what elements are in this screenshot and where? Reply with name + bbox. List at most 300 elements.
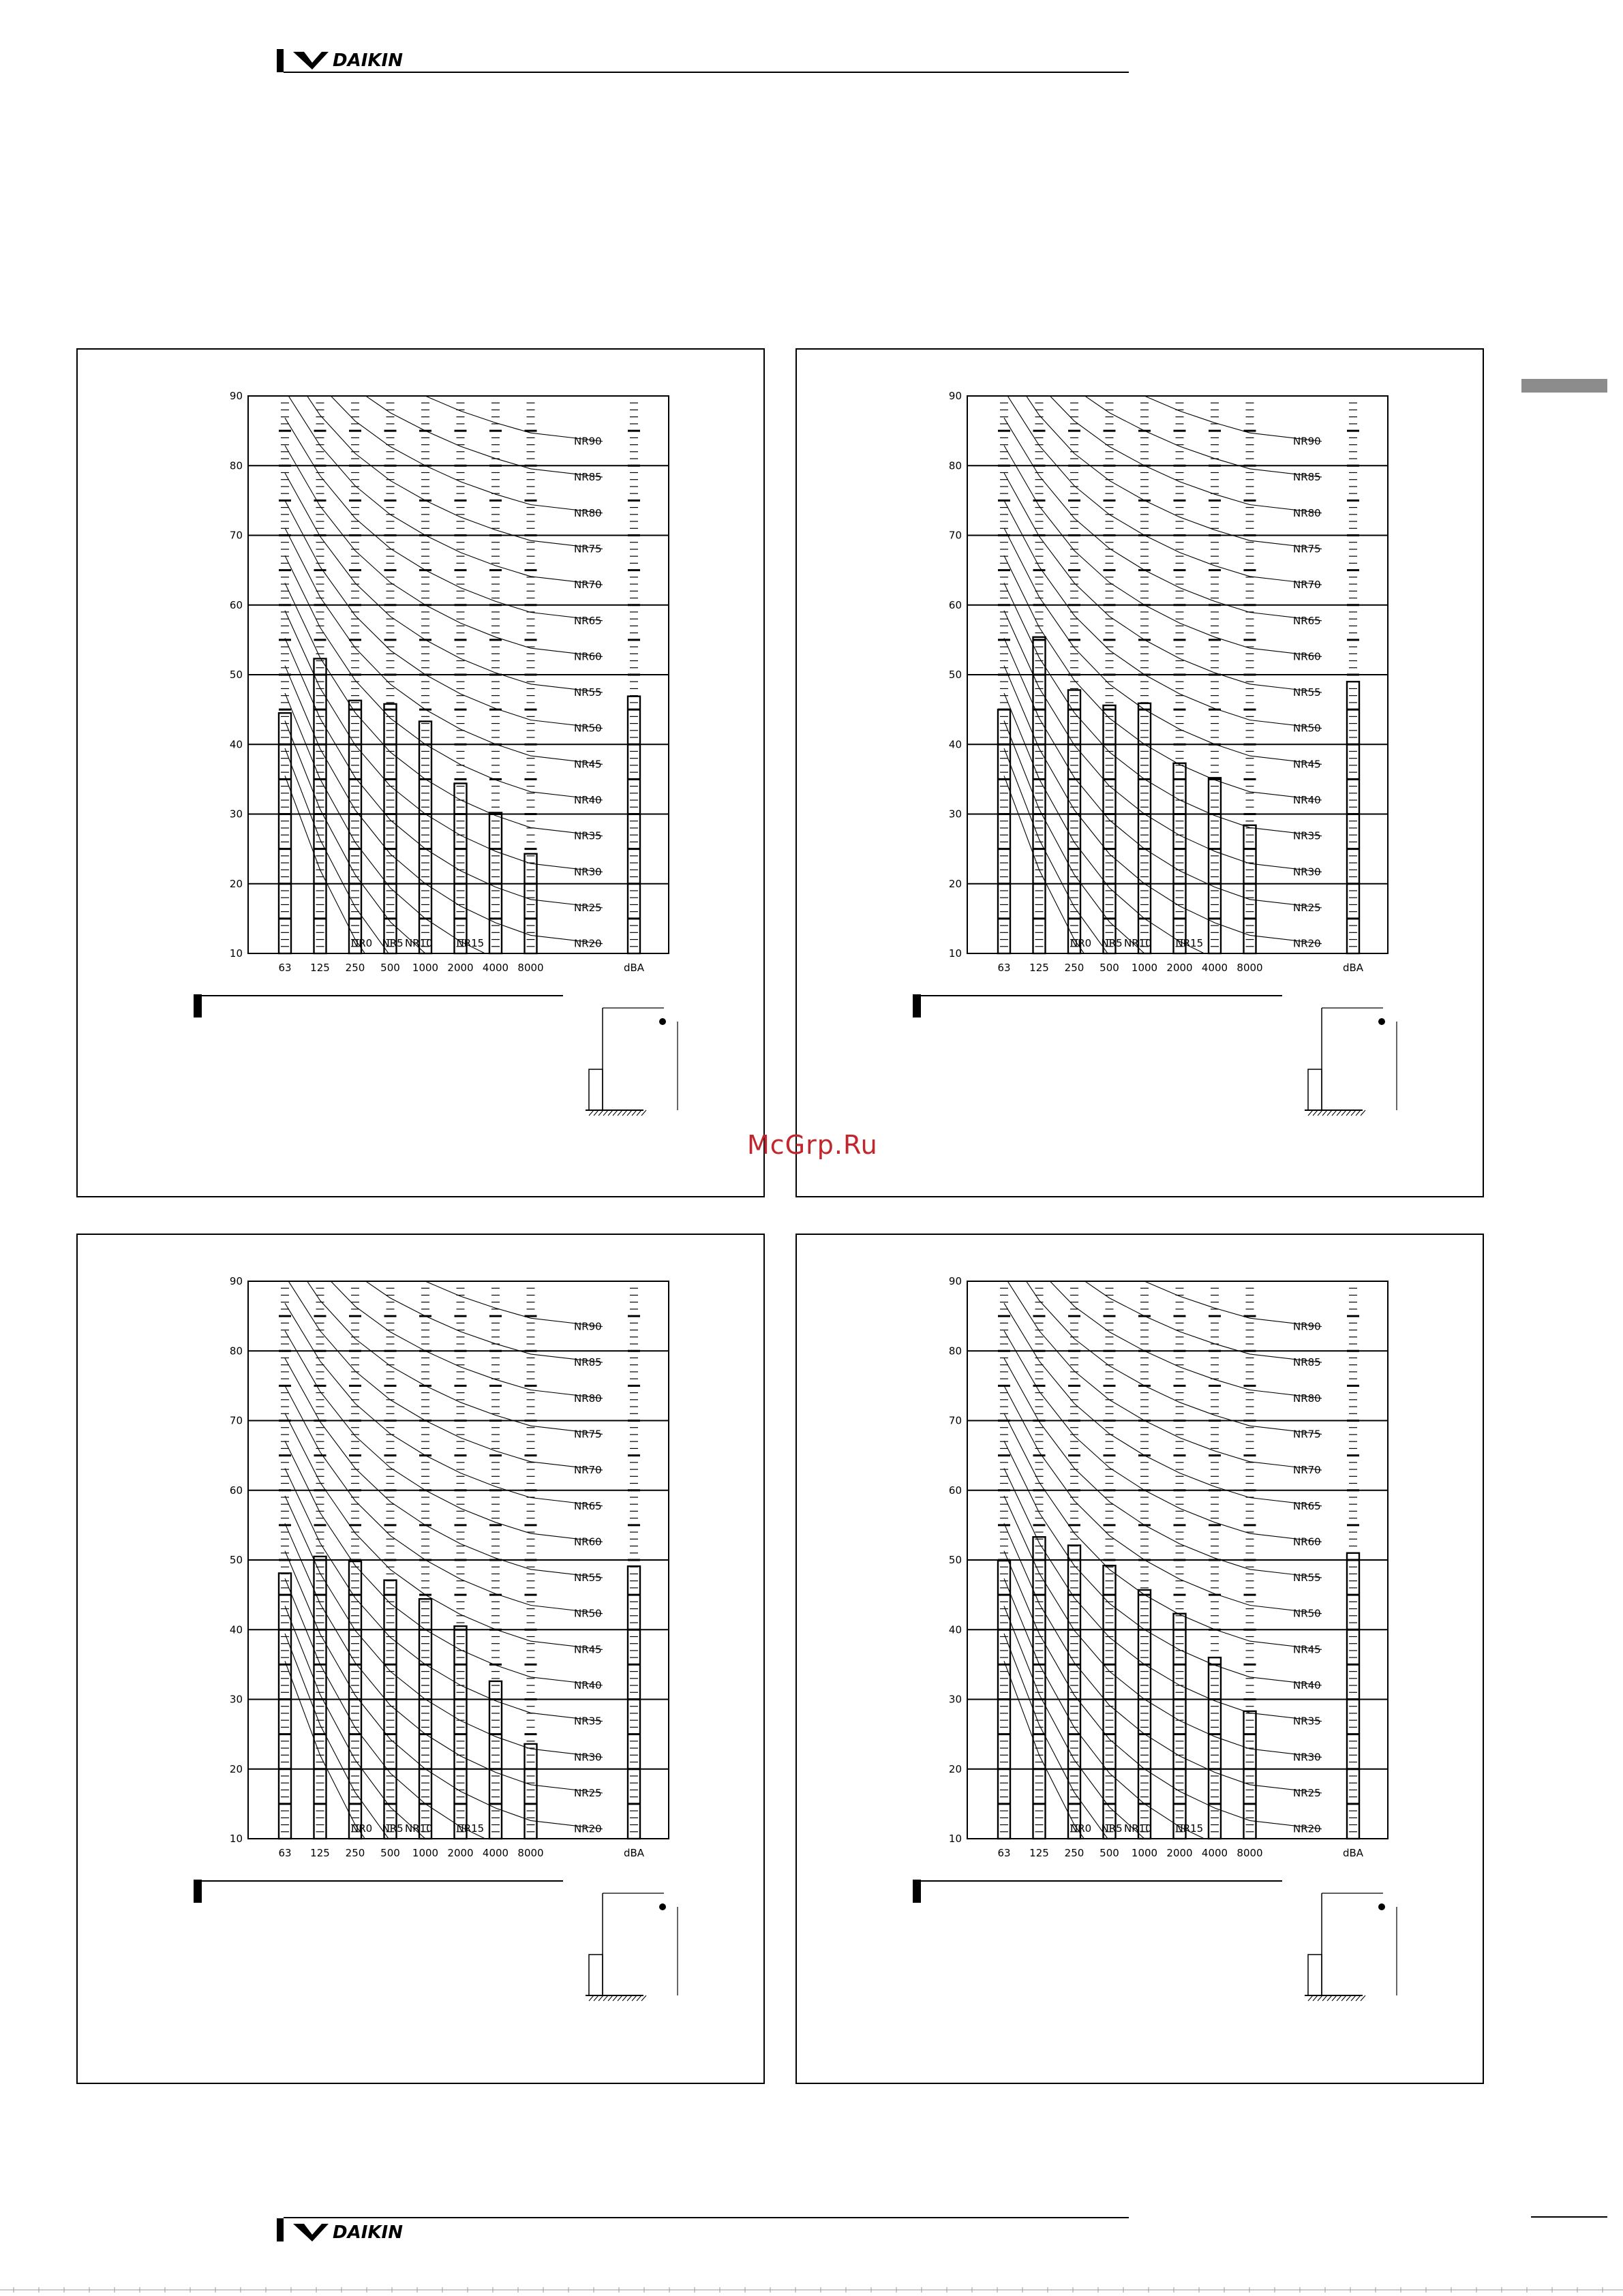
x-tick-label: dBA [1342, 1847, 1364, 1859]
bar-2000 [1174, 763, 1186, 953]
floor-hatch [632, 1110, 637, 1116]
chart-1-plot [194, 350, 678, 1116]
nr-curve [1004, 1235, 1322, 1398]
unit-icon [589, 1955, 603, 1995]
y-tick-label: 10 [229, 1833, 243, 1845]
header-brand-text: DAIKIN [333, 50, 403, 71]
nr-curve-label: NR50 [1293, 1607, 1321, 1620]
nr-curve-label: NR70 [1293, 1464, 1321, 1477]
nr-curve-label: NR65 [574, 614, 602, 627]
y-tick-label: 80 [229, 1345, 243, 1358]
nr-low-label: NR0 [351, 1822, 373, 1835]
nr-curves [285, 350, 603, 1087]
nr-curve-label: NR90 [574, 1320, 602, 1333]
nr-curve [285, 693, 603, 979]
page-footer [277, 2217, 1129, 2244]
nr-curve [1004, 1331, 1322, 1542]
floor-hatch [603, 1110, 608, 1116]
nr-low-label: NR5 [1101, 1822, 1123, 1835]
y-tick-label: 60 [948, 1484, 962, 1497]
nr-curve [1004, 1248, 1322, 1434]
y-tick-label: 60 [229, 598, 243, 611]
floor-hatch [1356, 1995, 1361, 2001]
footer-rule [284, 2217, 1129, 2218]
measurement-diagram [1305, 1008, 1397, 1116]
nr-curve [1004, 583, 1322, 836]
nr-curve-label: NR85 [1293, 471, 1321, 484]
nr-low-label: NR0 [1070, 937, 1092, 949]
nr-curve-label: NR45 [574, 758, 602, 771]
y-tick-label: 60 [948, 598, 962, 611]
nr-chart-3 [78, 1235, 766, 2085]
nr-curve-label: NR35 [1293, 829, 1321, 842]
nr-curve [285, 748, 603, 1052]
nr-curve-label: NR25 [1293, 902, 1321, 915]
nr-curve [1004, 776, 1322, 1087]
nr-low-label: NR0 [1070, 1822, 1092, 1835]
bar-125 [1033, 637, 1046, 953]
nr-curve [1004, 721, 1322, 1016]
bar-4000 [489, 1681, 502, 1839]
nr-curve-label: NR70 [574, 1464, 602, 1477]
bar-63 [998, 709, 1010, 953]
watermark-text: McGrp.Ru [747, 1130, 878, 1160]
floor-hatch [1322, 1995, 1327, 2001]
y-tick-label: 30 [229, 808, 243, 821]
y-tick-label: 10 [948, 1833, 962, 1845]
nr-curve-label: NR50 [574, 1607, 602, 1620]
footer-daikin-logo [292, 2220, 428, 2244]
nr-curve [285, 776, 603, 1087]
nr-curve-label: NR90 [1293, 1320, 1321, 1333]
bar-500 [384, 1580, 397, 1839]
bar-250 [1068, 690, 1080, 953]
floor-hatch [1308, 1110, 1313, 1116]
nr-curve-label: NR40 [1293, 1679, 1321, 1692]
y-tick-label: 40 [229, 738, 243, 751]
x-tick-label: 125 [1029, 1847, 1049, 1859]
nr-curve [285, 363, 603, 549]
x-tick-label: 500 [380, 962, 400, 974]
nr-curve [1004, 748, 1322, 1052]
nr-curve-label: NR80 [1293, 506, 1321, 519]
y-tick-label: 70 [229, 529, 243, 542]
header-brand-mark [277, 49, 284, 72]
bar-8000 [525, 854, 537, 953]
y-tick-label: 80 [229, 459, 243, 472]
nr-curve [285, 1358, 603, 1578]
x-tick-label: 1000 [1131, 962, 1158, 974]
nr-curve-label: NR75 [574, 542, 602, 555]
floor-hatch [1361, 1110, 1365, 1116]
nr-curve-label: NR85 [574, 471, 602, 484]
x-tick-label: 4000 [482, 1847, 509, 1859]
nr-curve-label: NR90 [1293, 435, 1321, 448]
x-tick-label: 125 [1029, 962, 1049, 974]
caption-mark [194, 994, 202, 1017]
bar-125 [1033, 1537, 1046, 1839]
floor-hatch [598, 1995, 603, 2001]
nr-low-label: NR0 [351, 937, 373, 949]
floor-hatch [589, 1995, 594, 2001]
floor-hatch [622, 1110, 627, 1116]
nr-curve [285, 1235, 603, 1398]
x-tick-label: 63 [278, 962, 292, 974]
x-tick-label: 4000 [1201, 962, 1228, 974]
y-tick-label: 20 [948, 877, 962, 890]
nr-curve-label: NR75 [574, 1428, 602, 1441]
nr-curve-label: NR55 [1293, 686, 1321, 699]
chart-2-plot [913, 350, 1397, 1116]
nr-curve [1004, 1358, 1322, 1578]
floor-hatch [641, 1110, 646, 1116]
floor-hatch [1337, 1995, 1341, 2001]
nr-curve-label: NR60 [1293, 1535, 1321, 1548]
floor-hatch [1346, 1995, 1351, 2001]
nr-curve [1004, 1523, 1322, 1793]
page-header [277, 49, 1129, 76]
caption-mark [194, 1880, 202, 1903]
floor-hatch [618, 1995, 622, 2001]
nr-curve [285, 1331, 603, 1542]
y-tick-label: 50 [229, 669, 243, 681]
y-tick-label: 70 [948, 529, 962, 542]
nr-curve-label: NR35 [574, 829, 602, 842]
y-tick-label: 10 [229, 947, 243, 960]
x-tick-label: 8000 [517, 962, 544, 974]
chart-4-plot [913, 1235, 1397, 2001]
nr-curve [285, 473, 603, 692]
nr-curve [1004, 1303, 1322, 1506]
floor-hatch [1341, 1995, 1346, 2001]
nr-low-label: NR10 [1124, 937, 1152, 949]
nr-curve-label: NR20 [574, 1822, 602, 1835]
nr-curve-label: NR45 [1293, 1643, 1321, 1656]
floor-hatch [594, 1995, 598, 2001]
nr-chart-2 [797, 350, 1485, 1199]
bar-dBA [1347, 682, 1359, 953]
bar-1000 [1138, 1590, 1151, 1839]
x-tick-label: 2000 [1166, 1847, 1193, 1859]
x-tick-label: 1000 [412, 962, 439, 974]
nr-curve-label: NR45 [1293, 758, 1321, 771]
y-tick-label: 50 [948, 669, 962, 681]
nr-curve [285, 350, 603, 477]
nr-curve [1004, 391, 1322, 585]
y-tick-label: 70 [948, 1414, 962, 1427]
x-tick-label: 2000 [447, 1847, 474, 1859]
header-rule [284, 72, 1129, 73]
bar-2000 [455, 1626, 467, 1839]
nr-curve-label: NR60 [574, 1535, 602, 1548]
y-tick-label: 40 [229, 1623, 243, 1636]
nr-curve [285, 1578, 603, 1865]
nr-curve-label: NR60 [1293, 650, 1321, 663]
x-tick-label: 63 [278, 1847, 292, 1859]
floor-hatch [1327, 1110, 1332, 1116]
x-tick-label: 500 [1099, 962, 1119, 974]
x-tick-label: 250 [345, 1847, 365, 1859]
nr-low-label: NR15 [1175, 937, 1204, 949]
nr-curve-label: NR40 [574, 794, 602, 807]
nr-curve-label: NR80 [1293, 1392, 1321, 1405]
nr-chart-4 [797, 1235, 1485, 2085]
y-tick-label: 90 [948, 390, 962, 402]
microphone-icon [659, 1903, 666, 1910]
nr-curve [1004, 1661, 1322, 1972]
nr-curve [1004, 638, 1322, 908]
nr-curve [285, 1303, 603, 1506]
nr-curve [285, 1606, 603, 1901]
y-tick-label: 40 [948, 1623, 962, 1636]
floor-hatch [1351, 1995, 1356, 2001]
y-tick-label: 80 [948, 1345, 962, 1358]
nr-curve-label: NR90 [574, 435, 602, 448]
bar-dBA [628, 1566, 640, 1839]
nr-curve [285, 446, 603, 657]
y-tick-label: 30 [229, 1693, 243, 1706]
x-tick-label: 4000 [482, 962, 509, 974]
y-tick-label: 30 [948, 1693, 962, 1706]
nr-curve [1004, 1606, 1322, 1901]
nr-curve-label: NR80 [574, 1392, 602, 1405]
nr-curves [285, 1235, 603, 1972]
nr-curves [1004, 1235, 1322, 1972]
nr-curve [285, 350, 603, 513]
floor-hatch [608, 1110, 613, 1116]
nr-curve-label: NR25 [574, 1787, 602, 1800]
microphone-icon [1378, 1903, 1385, 1910]
microphone-icon [1378, 1018, 1385, 1025]
nr-curve [1004, 350, 1322, 477]
bar-dBA [628, 697, 640, 953]
nr-curve [285, 1634, 603, 1937]
floor-hatch [603, 1995, 608, 2001]
nr-curve [285, 1523, 603, 1793]
nr-low-label: NR5 [382, 1822, 404, 1835]
y-tick-label: 60 [229, 1484, 243, 1497]
nr-low-label: NR5 [382, 937, 404, 949]
header-daikin-logo [292, 48, 428, 72]
floor-hatch [598, 1110, 603, 1116]
nr-curve-label: NR55 [574, 686, 602, 699]
floor-hatch [594, 1110, 598, 1116]
nr-curve-label: NR25 [574, 902, 602, 915]
y-tick-label: 10 [948, 947, 962, 960]
nr-curve-label: NR80 [574, 506, 602, 519]
nr-curve [1004, 1235, 1322, 1362]
nr-curve-label: NR20 [1293, 937, 1321, 950]
x-tick-label: dBA [623, 962, 645, 974]
nr-curve-label: NR65 [1293, 614, 1321, 627]
floor-hatch [1332, 1995, 1337, 2001]
nr-curve-label: NR30 [574, 1751, 602, 1764]
floor-hatch [1318, 1995, 1322, 2001]
floor-hatch [1322, 1110, 1327, 1116]
nr-curve [1004, 1469, 1322, 1721]
floor-hatch [627, 1110, 632, 1116]
x-tick-label: 8000 [517, 1847, 544, 1859]
nr-curve-label: NR40 [574, 1679, 602, 1692]
nr-curve-label: NR70 [1293, 579, 1321, 592]
floor-hatch [618, 1110, 622, 1116]
nr-curve-label: NR25 [1293, 1787, 1321, 1800]
floor-hatch [1361, 1995, 1365, 2001]
side-tab-marker [1521, 379, 1607, 393]
floor-hatch [637, 1995, 641, 2001]
x-tick-label: 125 [310, 1847, 330, 1859]
nr-curve-label: NR40 [1293, 794, 1321, 807]
nr-curve-label: NR85 [574, 1356, 602, 1369]
nr-curve [1004, 1276, 1322, 1470]
chart-3-plot [194, 1235, 678, 2001]
nr-curve-label: NR35 [574, 1715, 602, 1728]
y-tick-label: 50 [948, 1554, 962, 1566]
x-tick-label: 63 [997, 1847, 1011, 1859]
nr-curve [1004, 418, 1322, 621]
chart-panel-4 [795, 1234, 1484, 2084]
floor-hatch [632, 1995, 637, 2001]
page-corner-rule [1531, 2216, 1607, 2218]
x-tick-label: 63 [997, 962, 1011, 974]
nr-curve [285, 1276, 603, 1470]
chart-panel-1 [76, 348, 765, 1197]
y-tick-label: 90 [229, 390, 243, 402]
floor-hatch [1308, 1995, 1313, 2001]
nr-curve-label: NR55 [574, 1572, 602, 1585]
y-tick-label: 40 [948, 738, 962, 751]
bar-8000 [1244, 1711, 1256, 1839]
caption-mark [913, 1880, 921, 1903]
nr-curve-label: NR20 [574, 937, 602, 950]
floor-hatch [1356, 1110, 1361, 1116]
bar-125 [314, 1557, 327, 1839]
nr-curve-label: NR70 [574, 579, 602, 592]
y-tick-label: 20 [948, 1762, 962, 1775]
nr-curve [285, 1235, 603, 1362]
floor-hatch [1341, 1110, 1346, 1116]
nr-curve [1004, 1634, 1322, 1937]
x-tick-label: 4000 [1201, 1847, 1228, 1859]
x-tick-label: 2000 [447, 962, 474, 974]
nr-curve [285, 1248, 603, 1434]
x-tick-label: dBA [1342, 962, 1364, 974]
nr-low-label: NR15 [456, 937, 485, 949]
nr-curves [1004, 350, 1322, 1087]
x-tick-label: 125 [310, 962, 330, 974]
x-tick-label: 2000 [1166, 962, 1193, 974]
unit-icon [1308, 1069, 1322, 1110]
nr-low-label: NR10 [405, 1822, 433, 1835]
nr-curve-label: NR55 [1293, 1572, 1321, 1585]
nr-curve [285, 418, 603, 621]
nr-curve-label: NR75 [1293, 542, 1321, 555]
nr-low-label: NR10 [1124, 1822, 1152, 1835]
floor-hatch [1327, 1995, 1332, 2001]
floor-hatch [589, 1110, 594, 1116]
nr-curve-label: NR30 [1293, 866, 1321, 878]
floor-hatch [627, 1995, 632, 2001]
nr-curve [1004, 350, 1322, 513]
y-tick-label: 90 [229, 1275, 243, 1287]
x-tick-label: 500 [380, 1847, 400, 1859]
y-tick-label: 70 [229, 1414, 243, 1427]
measurement-diagram [586, 1893, 678, 2001]
nr-curve-label: NR65 [1293, 1499, 1321, 1512]
nr-curve [1004, 363, 1322, 549]
floor-hatch [1351, 1110, 1356, 1116]
nr-curve [1004, 693, 1322, 979]
floor-hatch [1313, 1110, 1318, 1116]
chart-panel-3 [76, 1234, 765, 2084]
floor-hatch [613, 1995, 618, 2001]
bar-4000 [1209, 778, 1221, 953]
nr-chart-1 [78, 350, 766, 1199]
y-tick-label: 50 [229, 1554, 243, 1566]
nr-curve-label: NR65 [574, 1499, 602, 1512]
floor-hatch [1313, 1995, 1318, 2001]
nr-low-label: NR15 [456, 1822, 485, 1835]
floor-hatch [622, 1995, 627, 2001]
nr-curve-label: NR35 [1293, 1715, 1321, 1728]
nr-curve-label: NR50 [574, 722, 602, 735]
nr-curve [285, 638, 603, 908]
floor-hatch [1346, 1110, 1351, 1116]
microphone-icon [659, 1018, 666, 1025]
nr-curve [285, 583, 603, 836]
x-tick-label: dBA [623, 1847, 645, 1859]
nr-curve [1004, 1578, 1322, 1865]
nr-curve-label: NR20 [1293, 1822, 1321, 1835]
nr-low-label: NR5 [1101, 937, 1123, 949]
nr-curve-label: NR30 [574, 866, 602, 878]
x-tick-label: 250 [1064, 1847, 1084, 1859]
nr-low-label: NR10 [405, 937, 433, 949]
bottom-edge-ticks [0, 2287, 1623, 2293]
floor-hatch [1337, 1110, 1341, 1116]
bar-dBA [1347, 1553, 1359, 1839]
unit-icon [589, 1069, 603, 1110]
nr-curve-label: NR45 [574, 1643, 602, 1656]
floor-hatch [608, 1995, 613, 2001]
unit-icon [1308, 1955, 1322, 1995]
nr-curve-label: NR85 [1293, 1356, 1321, 1369]
x-tick-label: 8000 [1237, 962, 1263, 974]
bar-1000 [419, 1599, 431, 1839]
x-tick-label: 8000 [1237, 1847, 1263, 1859]
y-tick-label: 90 [948, 1275, 962, 1287]
floor-hatch [1318, 1110, 1322, 1116]
x-tick-label: 1000 [412, 1847, 439, 1859]
y-tick-label: 80 [948, 459, 962, 472]
floor-hatch [1332, 1110, 1337, 1116]
chart-panel-2 [795, 348, 1484, 1197]
nr-low-label: NR15 [1175, 1822, 1204, 1835]
nr-curve [285, 721, 603, 1016]
caption-mark [913, 994, 921, 1017]
floor-hatch [637, 1110, 641, 1116]
footer-brand-mark [277, 2218, 284, 2241]
y-tick-label: 30 [948, 808, 962, 821]
nr-curve [285, 1469, 603, 1721]
nr-curve-label: NR50 [1293, 722, 1321, 735]
x-tick-label: 500 [1099, 1847, 1119, 1859]
nr-curve-label: NR30 [1293, 1751, 1321, 1764]
x-tick-label: 250 [1064, 962, 1084, 974]
nr-curve [1004, 446, 1322, 657]
measurement-diagram [1305, 1893, 1397, 2001]
nr-curve-label: NR75 [1293, 1428, 1321, 1441]
